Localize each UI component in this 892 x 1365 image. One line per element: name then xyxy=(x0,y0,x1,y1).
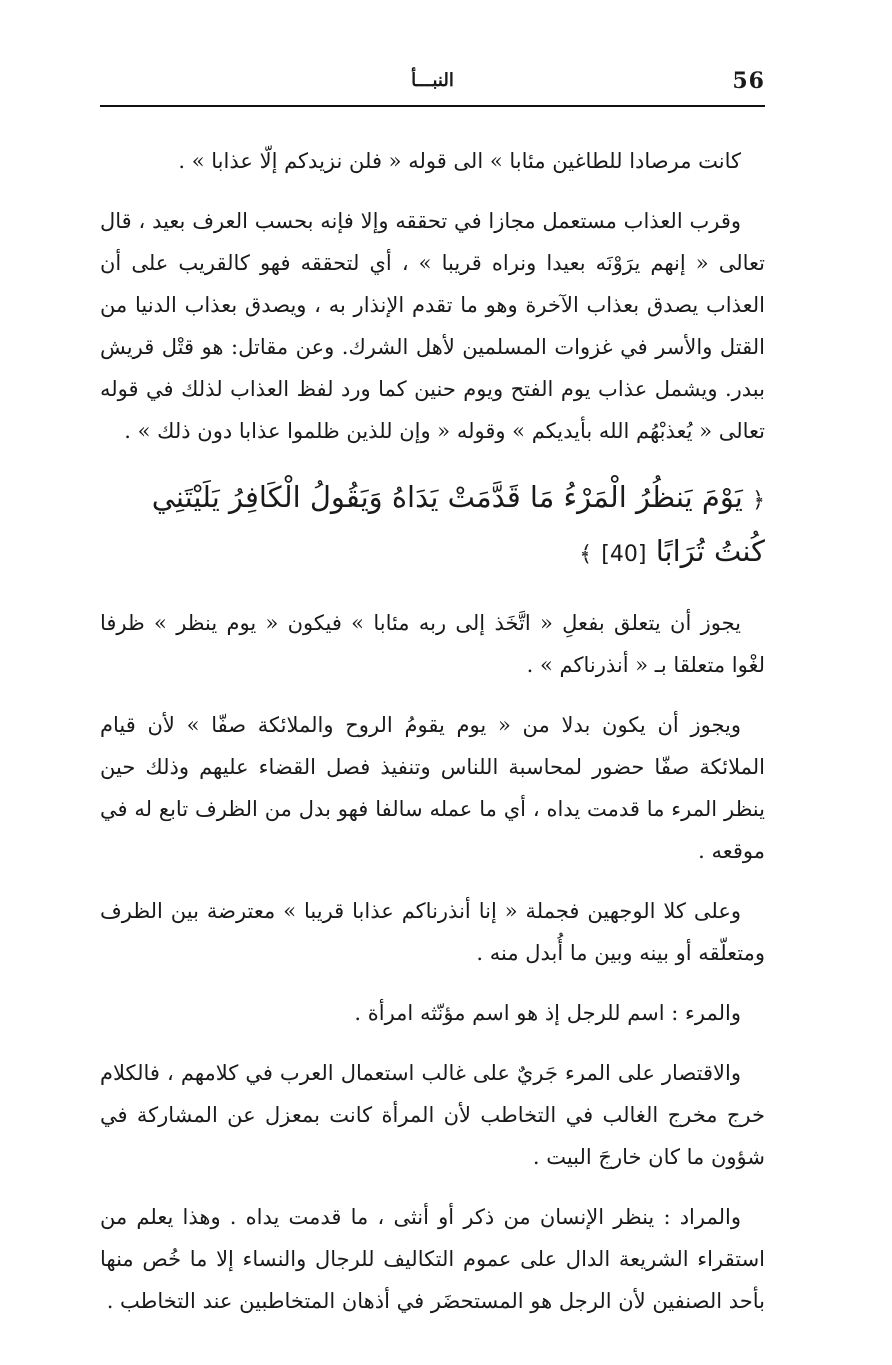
verse-number: [40] xyxy=(601,542,647,567)
paragraph-6: والمرء : اسم للرجل إذ هو اسم مؤنّثه امرأة . xyxy=(354,1001,741,1025)
verse-close-bracket: ﴾ xyxy=(579,542,593,567)
page-body xyxy=(100,140,765,1340)
paragraph-2: وقرب العذاب مستعمل مجازا في تحققه وإلا فإنه بحسب العرف بعيد ، قال تعالى « إنهم يرَوْنَه بعيدا ونراه قريبا » ، أي لتحققه فهو كالقريب على أن العذاب يصدق بعذاب الآخرة وهو ما تقدم الإنذار به ، ويصدق بعذاب الدنيا من القتل والأسر في غزوات المسلمين لأهل الشرك. وعن مقاتل: هو قتْل قريش ببدر. ويشمل عذاب يوم الفتح ويوم حنين كما ورد لفظ العذاب لذلك في قوله تعالى « يُعذبْهُم الله بأيديكم » وقوله « وإن للذين ظلموا عذابا دون ذلك » . xyxy=(100,209,765,443)
verse-text: يَوْمَ يَنظُرُ الْمَرْءُ مَا قَدَّمَتْ يَدَاهُ وَيَقُولُ الْكَافِرُ يَلَيْتَنِي كُنتُ تُرَابًا xyxy=(151,480,765,568)
paragraph-5: وعلى كلا الوجهين فجملة « إنا أنذرناكم عذابا قريبا » معترضة بين الظرف ومتعلّقه أو بينه وبين ما أُبدل منه . xyxy=(100,899,765,965)
paragraph-1: كانت مرصادا للطاغين مئابا » الى قوله « فلن نزيدكم إلّا عذابا » . xyxy=(178,149,741,173)
verse-open-bracket: ﴿ xyxy=(752,488,765,513)
paragraph-8: والمراد : ينظر الإنسان من ذكر أو أنثى ، ما قدمت يداه . وهذا يعلم من استقراء الشريعة الدال على عموم التكاليف للرجال والنساء إلا ما خُص منها بأحد الصنفين لأن الرجل هو المستحضَر في أذهان المتخاطبين عند التخاطب . xyxy=(100,1205,765,1313)
paragraph-3: يجوز أن يتعلق بفعلِ « اتَّخَذ إلى ربه مئابا » فيكون « يوم ينظر » ظرفا لغْوا متعلقا بـ « أنذرناكم » . xyxy=(100,611,765,677)
paragraph-4: ويجوز أن يكون بدلا من « يوم يقومُ الروح والملائكة صفّا » لأن قيام الملائكة صفّا حضور لمحاسبة اللناس وتنفيذ فصل القضاء عليهم وذلك حين ينظر المرء ما قدمت يداه ، أي ما عمله سالفا فهو بدل من الظرف تابع له في موقعه . xyxy=(100,713,765,863)
page-number: 56 xyxy=(732,68,765,94)
header-divider xyxy=(100,105,765,107)
paragraph-7: والاقتصار على المرء جَريٌ على غالب استعمال العرب في كلامهم ، فالكلام خرج مخرج الغالب في التخاطب لأن المرأة كانت بمعزل عن المشاركة في شؤون ما كان خارجَ البيت . xyxy=(100,1061,765,1169)
page-header xyxy=(100,62,765,102)
quran-verse xyxy=(100,472,765,580)
running-title: النبـــأ xyxy=(411,70,454,91)
